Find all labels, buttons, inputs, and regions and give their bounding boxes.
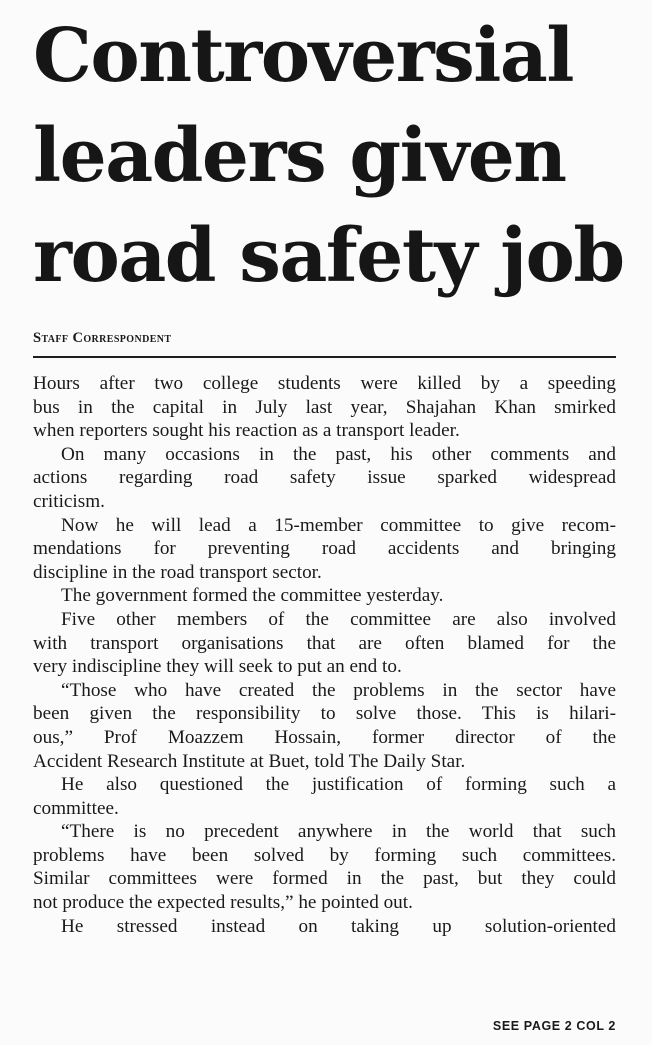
headline-line-1: Controversial [33,13,573,99]
text-line: with transport organisations that are often blamed for the [33,632,616,654]
paragraph-1 [33,372,616,443]
text-line: “Those who have created the problems in the sector have [61,679,616,701]
text-line: discipline in the road transport sector. [33,561,322,583]
headline-line-3: road safety job [33,213,624,299]
text-line: Accident Research Institute at Buet, told The Daily Star. [33,750,466,772]
text-line: Five other members of the committee are also involved [61,608,616,630]
text-line: not produce the expected results,” he pointed out. [33,892,413,914]
text-line: ous,” Prof Moazzem Hossain, former director of the [33,726,616,748]
paragraph-7 [33,773,616,820]
text-line: bus in the capital in July last year, Shajahan Khan smirked [33,396,616,418]
text-line: criticism. [33,490,105,512]
text-line: Now he will lead a 15-member committee to give recom- [61,514,616,536]
text-line: “There is no precedent anywhere in the world that such [61,821,616,843]
paragraph-4 [33,584,616,608]
continued-on-page-note: SEE PAGE 2 COL 2 [492,1019,616,1033]
byline-divider [33,356,616,358]
paragraph-6 [33,679,616,773]
text-line: very indiscipline they will seek to put an end to. [33,656,402,678]
paragraph-2 [33,443,616,514]
article-body [33,372,616,938]
text-line: mendations for preventing road accidents and bringing [33,538,616,560]
byline: Staff Correspondent [33,330,172,346]
text-line: when reporters sought his reaction as a transport leader. [33,420,460,442]
text-line: He also questioned the justification of forming such a [61,774,616,796]
text-line: actions regarding road safety issue sparked widespread [33,467,616,489]
text-line: The government formed the committee yesterday. [61,585,444,607]
paragraph-8 [33,820,616,914]
headline-line-2: leaders given [33,113,566,199]
text-line: On many occasions in the past, his other comments and [61,443,616,465]
text-line: problems have been solved by forming such committees. [33,844,616,866]
paragraph-9 [33,915,616,939]
text-line: He stressed instead on taking up solution-oriented [61,915,616,937]
text-line: been given the responsibility to solve those. This is hilari- [33,703,616,725]
paragraph-5 [33,608,616,679]
headline [33,6,633,306]
paragraph-3 [33,514,616,585]
text-line: committee. [33,797,119,819]
text-line: Similar committees were formed in the past, but they could [33,868,616,890]
text-line: Hours after two college students were killed by a speeding [33,373,616,394]
